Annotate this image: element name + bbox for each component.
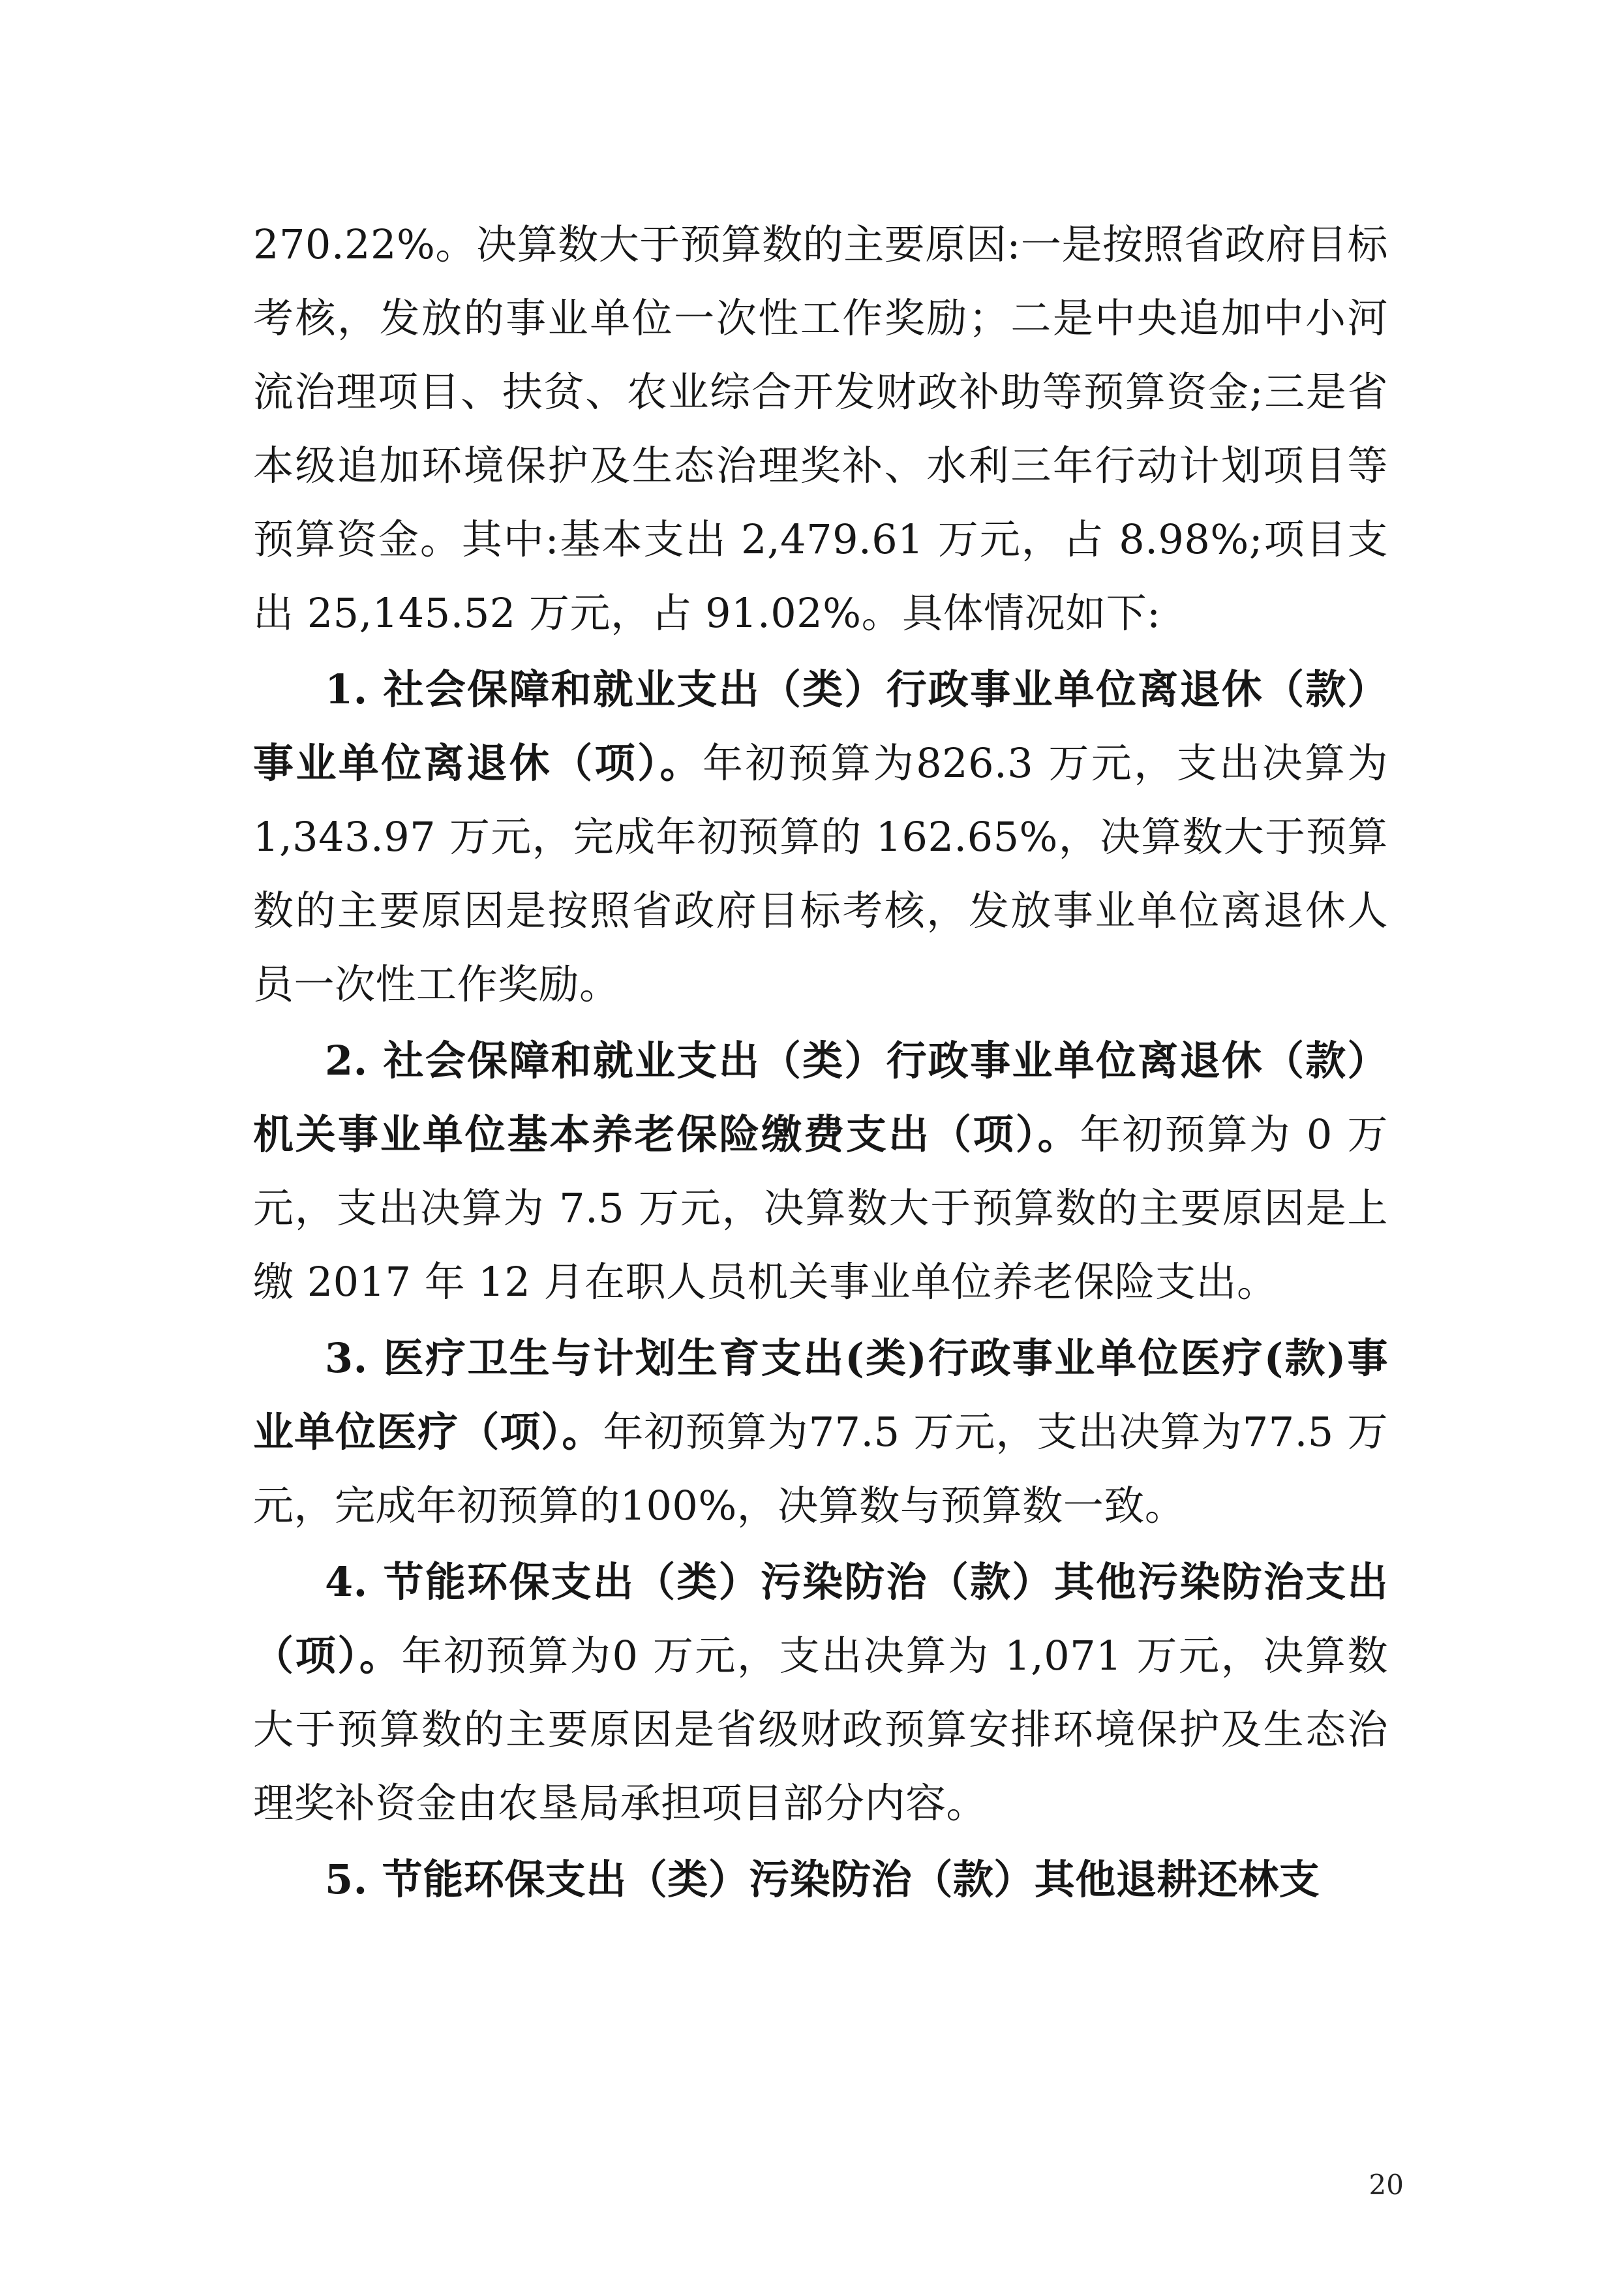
- paragraph-heading-run: 2. 社会保障和就业支出（类）行政事业单位离退休（款）机关事业单位基本养老保险缴费支出（项）。: [253, 1037, 1388, 1158]
- paragraph: [253, 207, 1388, 650]
- paragraph-text-run: 年初预算为 0 万元，支出决算为 7.5 万元，决算数大于预算数的主要原因是上缴 2017 年 12 月在职人员机关事业单位养老保险支出。: [253, 1110, 1388, 1306]
- paragraph-heading-run: 5. 节能环保支出（类）污染防治（款）其他退耕还林支: [325, 1856, 1320, 1903]
- paragraph: [253, 1843, 1388, 1916]
- paragraph: [253, 1545, 1388, 1840]
- document-body: [253, 207, 1388, 1919]
- paragraph: [253, 652, 1388, 1021]
- paragraph: [253, 1024, 1388, 1319]
- paragraph: [253, 1321, 1388, 1542]
- page-number: 20: [1369, 2169, 1404, 2201]
- paragraph-heading-run: 1. 社会保障和就业支出（类）行政事业单位离退休（款）事业单位离退休（项）。: [253, 666, 1388, 787]
- paragraph-text-run: 年初预算为77.5 万元，支出决算为77.5 万元，完成年初预算的100%，决算数与预算数一致。: [253, 1408, 1388, 1529]
- paragraph-text-run: 年初预算为826.3 万元，支出决算为 1,343.97 万元，完成年初预算的 162.65%，决算数大于预算数的主要原因是按照省政府目标考核，发放事业单位离退休人员一次性工作奖励。: [253, 739, 1388, 1008]
- paragraph-text-run: 年初预算为0 万元，支出决算为 1,071 万元，决算数大于预算数的主要原因是省级财政预算安排环境保护及生态治理奖补资金由农垦局承担项目部分内容。: [253, 1632, 1388, 1827]
- paragraph-heading-run: 4. 节能环保支出（类）污染防治（款）其他污染防治支出（项）。: [253, 1558, 1388, 1679]
- paragraph-heading-run: 3. 医疗卫生与计划生育支出(类)行政事业单位医疗(款)事业单位医疗（项）。: [253, 1334, 1388, 1456]
- paragraph-text-run: 270.22%。决算数大于预算数的主要原因:一是按照省政府目标考核，发放的事业单位一次性工作奖励；二是中央追加中小河流治理项目、扶贫、农业综合开发财政补助等预算资金;三是省本级追加环境保护及生态治理奖补、水利三年行动计划项目等预算资金。其中:基本支出 2,479.61 万元，占 8.98%;项目支出 25,145.52 万元，占 91.02%。具体情况如下:: [253, 221, 1388, 637]
